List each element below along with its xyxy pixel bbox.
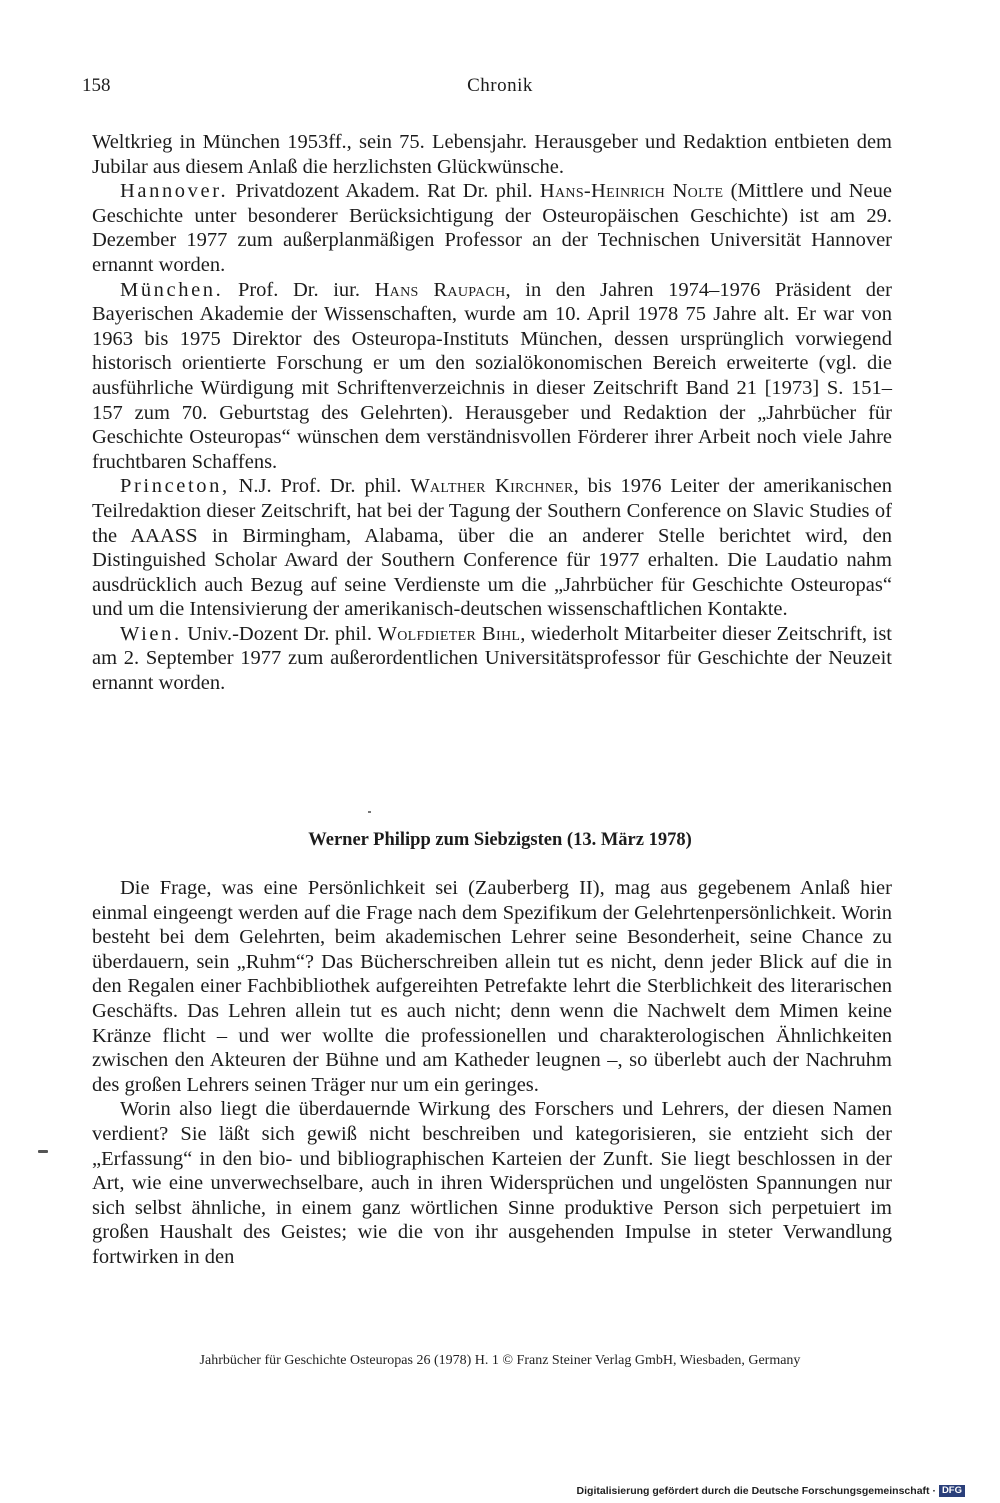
- entry-title: Privatdozent Akadem. Rat Dr. phil.: [228, 180, 540, 203]
- essay-paragraph: Die Frage, was eine Persönlichkeit sei (Zauberberg II), mag aus gegebenem Anlaß hier einmal eingeengt werden auf die Frage nach dem Spezifikum der Gelehrtenpersönlichkeit. Worin besteht bei dem Gelehrten, beim akademischen Lehrer seine Besonderheit, seine Chance zu überdauern, sein „Ruhm“? Das Bücherschreiben allein tut es nicht, denn jeder Blick auf die in den Regalen einer Fachbibliothek aufgereihten Petrefakte lehrt die Sterblichkeit des literarischen Geschäfts. Das Lehren allein tut es auch nicht; denn wenn die Nachwelt dem Mimen keine Kränze flicht – und wer wollte die professionellen und charakterologischen Ähnlichkeiten zwischen den Akteuren der Bühne und am Katheder leugnen –, so überlebt auch der Nachruhm des großen Lehrers seinen Träger nur um ein geringes.: [92, 877, 892, 1096]
- entry-title: Univ.-Dozent Dr. phil.: [181, 622, 378, 645]
- chronicle-entry-continuation: [92, 130, 892, 179]
- dfg-logo: DFG: [939, 1485, 965, 1497]
- chronicle-entry-princeton: [92, 474, 892, 622]
- entry-place: München.: [120, 278, 224, 301]
- section-title: Werner Philipp zum Siebzigsten (13. März 1978): [308, 830, 692, 850]
- entry-text: Weltkrieg in München 1953ff., sein 75. Lebensjahr. Herausgeber und Redaktion entbieten dem Jubilar aus diesem Anlaß die herzlichsten Glückwünsche.: [92, 131, 892, 178]
- essay-paragraph: Worin also liegt die überdauernde Wirkung des Forschers und Lehrers, der diesen Namen verdient? Sie läßt sich gewiß nicht beschreiben und kategorisieren, sie entzieht sich der „Erfassung“ in den bio- und bibliographischen Karteien der Zunft. Sie liegt beschlossen in der Art, wie eine unverwechselbare, auch in ihren Widersprüchen und ungelösten Spannungen nur sich selbst ähnliche, in einem ganz wörtlichen Sinne produktive Person sich perpetuiert im großen Haushalt des Geistes; wie die von ihr ausgehenden Impulse in steter Verwandlung fortwirken in den: [92, 1098, 892, 1268]
- page-number: 158: [82, 75, 111, 96]
- entry-title: N.J. Prof. Dr. phil.: [229, 475, 411, 498]
- entry-place: Wien.: [120, 622, 182, 645]
- scan-speck: [368, 811, 371, 813]
- entry-title: Prof. Dr. iur.: [223, 278, 375, 301]
- entry-text: , bis 1976 Leiter der amerikanischen Teilredaktion dieser Zeitschrift, hat bei der Tagung der Southern Conference on Slavic Studies of the AAASS in Birmingham, Alabama, über die an anderer Stelle berichtet wird, den Distinguished Scholar Award der Southern Conference für 1977 erhalten. Die Laudatio nahm ausdrücklich auch Bezug auf seine Verdienste um die „Jahrbücher für Geschichte Osteuropas“ und um die Intensivierung der amerikanisch-deutschen wissenschaftlichen Kontakte.: [92, 475, 892, 621]
- entry-person-name: Wolfdieter Bihl: [377, 622, 521, 645]
- chronicle-entry-wien: [92, 622, 892, 696]
- entry-person-name: Walther Kirchner: [410, 475, 574, 498]
- entry-person-name: Hans Raupach: [374, 278, 506, 301]
- margin-mark: [38, 1150, 48, 1153]
- chronicle-entry-muenchen: [92, 278, 892, 475]
- chronicle-section: [92, 130, 892, 696]
- entry-text: , wiederholt Mitarbeiter dieser Zeitschrift, ist am 2. September 1977 zum außerordentlichen Universitätsprofessor für Geschichte der Neuzeit ernannt worden.: [92, 622, 892, 695]
- entry-text: , in den Jahren 1974–1976 Präsident der Bayerischen Akademie der Wissenschaften, wurde am 10. April 1978 75 Jahre alt. Er war von 1963 bis 1975 Direktor des Osteuropa-Instituts München, dessen ursprünglich vorwiegend historisch orientierte Forschung er um den sozialökonomischen Bereich erweiterte (vgl. die ausführliche Würdigung mit Schriftenverzeichnis in dieser Zeitschrift Band 21 [1973] S. 151–157 zum 70. Geburtstag des Gelehrten). Herausgeber und Redaktion der „Jahrbücher für Geschichte Osteuropas“ wünschen dem verständnisvollen Förderer ihrer Arbeit noch viele Jahre fruchtbaren Schaffens.: [92, 278, 892, 473]
- entry-place: Hannover.: [120, 180, 229, 203]
- running-title: Chronik: [467, 75, 533, 96]
- chronicle-entry-hannover: [92, 179, 892, 277]
- entry-text: (Mittlere und Neue Geschichte unter besonderer Berücksichtigung der Osteuropäischen Geschichte) ist am 29. Dezember 1977 zum außerplanmäßigen Professor an der Technischen Universität Hannover ernannt worden.: [92, 180, 892, 276]
- digitization-text: Digitalisierung gefördert durch die Deutsche Forschungsgemeinschaft ·: [576, 1485, 936, 1497]
- digitization-note: [577, 1484, 965, 1498]
- essay-section: [92, 876, 892, 1270]
- entry-person-name: Hans-Heinrich Nolte: [539, 180, 724, 203]
- entry-place: Princeton,: [120, 475, 230, 498]
- journal-citation: Jahrbücher für Geschichte Osteuropas 26 (1978) H. 1 © Franz Steiner Verlag GmbH, Wiesbaden, Germany: [199, 1353, 801, 1368]
